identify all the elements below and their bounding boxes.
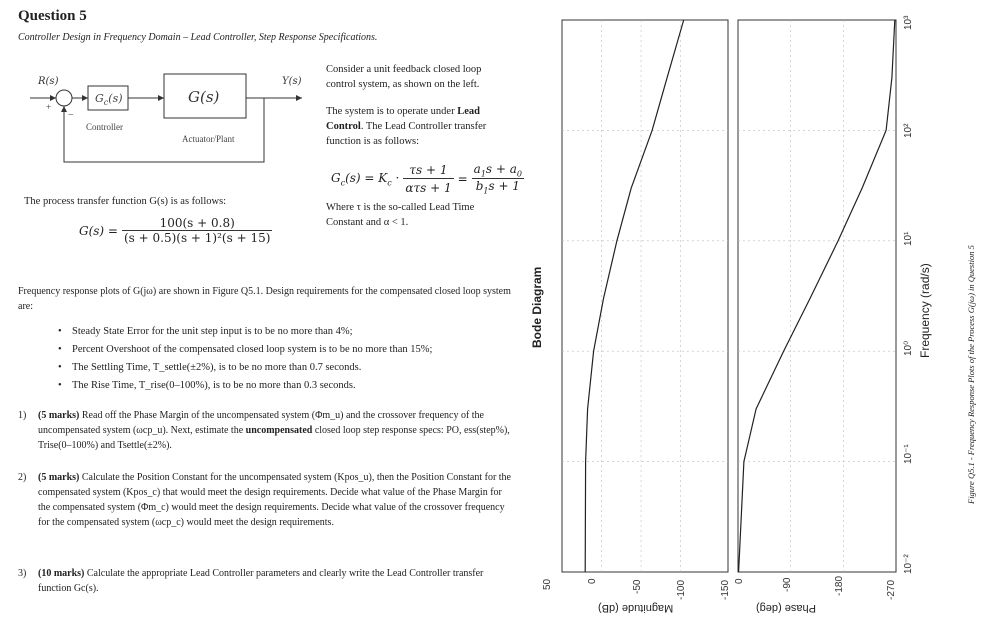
plant-symbol: G(s) <box>188 88 220 106</box>
freq-tick-label: 10⁰ <box>903 340 914 356</box>
process-transfer-function: G(s) = 100(s + 0.8) (s + 0.5)(s + 1)²(s + 15) <box>79 216 271 245</box>
freq-tick-label: 10⁻² <box>903 554 914 574</box>
summing-junction <box>56 90 72 106</box>
requirement-item: • Percent Overshoot of the compensated closed loop system is to be no more than 15%; <box>58 344 433 355</box>
mag-tick-label: 0 <box>587 578 598 584</box>
requirement-item: • Steady State Error for the unit step input is to be no more than 4%; <box>58 326 353 337</box>
mag-tick-label: -150 <box>720 579 731 600</box>
freq-tick-label: 10¹ <box>903 231 914 246</box>
phase-axis-label: Phase (deg) <box>756 602 816 614</box>
magnitude-axis-label: Magnitude (dB) <box>598 602 674 614</box>
question-number: 3) <box>18 568 27 579</box>
magnitude-plot-frame <box>562 20 728 572</box>
freq-tick-label: 10³ <box>903 15 914 30</box>
question-number: 1) <box>18 410 27 421</box>
intro-paragraph-1: Consider a unit feedback closed loop control system, as shown on the left. <box>326 64 482 90</box>
requirement-item: • The Settling Time, T_settle(±2%), is to be no more than 0.7 seconds. <box>58 362 362 373</box>
controller-caption: Controller <box>86 122 123 132</box>
mag-tick-label: 50 <box>542 578 553 590</box>
question-1-text: (5 marks) Read off the Phase Margin of the uncompensated system (Φm_u) and the crossover frequency of the uncompensated system (ωcp_u). Next, estimate the uncompensated closed loop step response specs: PO, ess(step%), Trise(0–100%) and Tsettle(±2%). <box>38 410 510 451</box>
input-label: R(s) <box>38 76 59 87</box>
phase-tick-label: -90 <box>782 577 793 592</box>
freq-tick-label: 10⁻¹ <box>903 444 914 464</box>
bode-diagram <box>560 18 900 588</box>
question-subtitle: Controller Design in Frequency Domain – Lead Controller, Step Response Specifications. <box>18 32 378 43</box>
requirement-item: • The Rise Time, T_rise(0–100%), is to be no more than 0.3 seconds. <box>58 380 356 391</box>
lead-controller-formula: $G_c(s) = K_c$ · τs + 1 = $a_1s + a_0$ ατs + 1 $b_1s + 1$ <box>331 162 522 196</box>
plant-caption: Actuator/Plant <box>182 134 235 144</box>
question-number: 2) <box>18 472 27 483</box>
figure-caption: Figure Q5.1 - Frequency Response Plots of the Process G(jω) in Question 5 <box>966 245 976 504</box>
bode-title: Bode Diagram <box>530 266 544 348</box>
freq-tick-label: 10² <box>903 123 914 138</box>
process-label: The process transfer function G(s) is as follows: <box>24 196 227 207</box>
minus-sign: − <box>68 110 74 121</box>
phase-tick-label: -270 <box>886 579 897 600</box>
phase-tick-label: -180 <box>834 575 845 596</box>
intro-paragraph-3: Where τ is the so-called Lead Time Constant and α < 1. <box>326 202 475 226</box>
controller-symbol: $G_c(s)$ <box>95 92 123 107</box>
output-label: Y(s) <box>282 76 302 87</box>
intro-paragraph-2: The system is to operate under Lead Control. The Lead Controller transfer function is as follows: <box>326 106 487 147</box>
requirements-intro: Frequency response plots of G(jω) are shown in Figure Q5.1. Design requirements for the compensated closed loop system are: <box>18 286 511 312</box>
phase-plot-frame <box>738 20 896 572</box>
mag-tick-label: -100 <box>676 579 687 600</box>
question-3-text: (10 marks) Calculate the appropriate Lead Controller parameters and clearly write the Lead Controller transfer function Gc(s). <box>38 568 484 594</box>
block-diagram <box>20 62 320 172</box>
question-title: Question 5 <box>18 8 87 24</box>
phase-tick-label: 0 <box>734 578 745 584</box>
question-2-text: (5 marks) Calculate the Position Constant for the uncompensated system (Kpos_u), then the Position Constant for the compensated system (Kpos_c) that would meet the design requirements. Decide what value of the Phase Margin for the compensated system (Φm_c) would meet the design requirements. Decide what value of the crossover frequency for the compensated system (ωcp_c) would meet the design requirements. <box>38 472 511 528</box>
plus-sign: + <box>46 102 52 112</box>
mag-tick-label: -50 <box>632 579 643 594</box>
frequency-axis-label: Frequency (rad/s) <box>918 263 932 358</box>
